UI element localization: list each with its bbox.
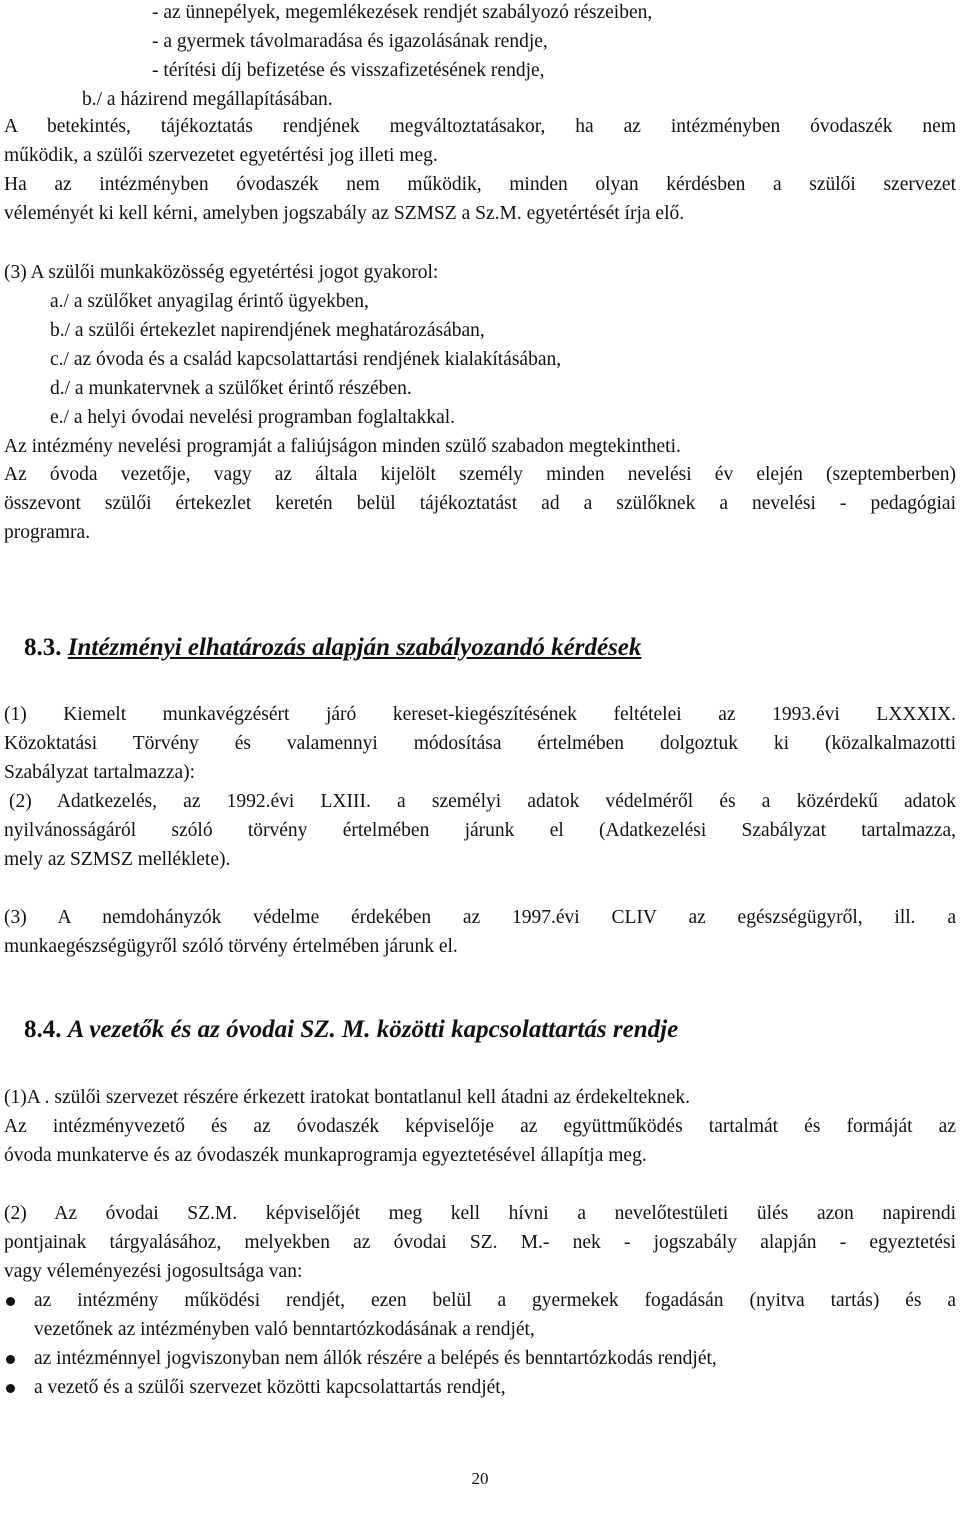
bullet-item-line: az intézménnyel jogviszonyban nem állók részére a belépés és benntartózkodás rendjét, (34, 1348, 717, 1369)
paragraph-line: Az óvoda vezetője, vagy az általa kijelölt személy minden nevelési év elején (szeptemberben) (4, 464, 956, 485)
list-line: b./ a házirend megállapításában. (82, 89, 333, 110)
section-heading (24, 633, 641, 663)
bullet-item-line: vezetőnek az intézményben való benntartózkodásának a rendjét, (34, 1319, 535, 1340)
paragraph-line: vagy véleményezési jogosultsága van: (4, 1261, 303, 1282)
paragraph-line: véleményét ki kell kérni, amelyben jogszabály az SZMSZ a Sz.M. egyetértését írja elő. (4, 203, 685, 224)
bullet-icon (6, 1297, 15, 1306)
paragraph-line: munkaegészségügyről szóló törvény értelmében járunk el. (4, 936, 458, 957)
heading-title: A vezetők és az óvodai SZ. M. közötti kapcsolattartás rendje (67, 1016, 679, 1043)
paragraph-line: mely az SZMSZ melléklete). (4, 849, 231, 870)
paragraph-line: (3) A nemdohányzók védelme érdekében az 1997.évi CLIV az egészségügyről, ill. a (4, 907, 956, 928)
page-number: 20 (471, 1469, 489, 1488)
paragraph-line: pontjainak tárgyalásához, melyekben az óvodai SZ. M.- nek - jogszabály alapján - egyeztetési (4, 1232, 956, 1253)
list-line: - az ünnepélyek, megemlékezések rendjét szabályozó részeiben, (152, 2, 653, 23)
bullet-item-line: a vezető és a szülői szervezet közötti kapcsolattartás rendjét, (34, 1377, 506, 1398)
paragraph-line: Szabályzat tartalmazza): (4, 762, 196, 783)
paragraph-line: (2) Az óvodai SZ.M. képviselőjét meg kell hívni a nevelőtestületi ülés azon napirendi (4, 1203, 956, 1224)
paragraph-line: (1) Kiemelt munkavégzésért járó kereset-kiegészítésének feltételei az 1993.évi LXXXIX. (4, 704, 956, 725)
paragraph-line: programra. (4, 522, 91, 543)
paragraph-line: Közoktatási Törvény és valamennyi módosítása értelmében dolgoztuk ki (közalkalmazotti (4, 733, 956, 754)
paragraph-line: Az intézményvezető és az óvodaszék képviselője az együttműködés tartalmát és formáját az (4, 1116, 956, 1137)
heading-title: Intézményi elhatározás alapján szabályozandó kérdések (67, 634, 642, 661)
list-item: c./ az óvoda és a család kapcsolattartási rendjének kialakításában, (50, 349, 562, 370)
list-item: b./ a szülői értekezlet napirendjének meghatározásában, (50, 320, 485, 341)
paragraph-line: A betekintés, tájékoztatás rendjének megváltoztatásakor, ha az intézményben óvodaszék nem (4, 116, 956, 137)
bullet-item-line: az intézmény működési rendjét, ezen belül a gyermekek fogadásán (nyitva tartás) és a (34, 1290, 956, 1311)
list-item: d./ a munkatervnek a szülőket érintő részében. (50, 378, 412, 399)
section-intro: (3) A szülői munkaközösség egyetértési jogot gyakorol: (4, 262, 439, 283)
list-item: e./ a helyi óvodai nevelési programban foglaltakkal. (50, 407, 456, 428)
paragraph-line: (2) Adatkezelés, az 1992.évi LXIII. a személyi adatok védelméről és a közérdekű adatok (9, 791, 956, 812)
bullet-icon (6, 1384, 15, 1393)
bullet-icon (6, 1355, 15, 1364)
paragraph-line: működik, a szülői szervezetet egyetértési jog illeti meg. (4, 145, 438, 166)
paragraph-line: nyilvánosságáról szóló törvény értelmében járunk el (Adatkezelési Szabályzat tartalmazza, (4, 820, 956, 841)
list-line: - a gyermek távolmaradása és igazolásának rendje, (152, 31, 548, 52)
paragraph-line: Az intézmény nevelési programját a faliújságon minden szülő szabadon megtekintheti. (4, 436, 681, 457)
heading-number: 8.3. (24, 634, 62, 661)
section-heading (24, 1015, 678, 1045)
list-item: a./ a szülőket anyagilag érintő ügyekben, (50, 291, 369, 312)
heading-number: 8.4. (24, 1016, 62, 1043)
paragraph-line: óvoda munkaterve és az óvodaszék munkaprogramja egyeztetésével állapítja meg. (4, 1145, 647, 1166)
paragraph-line: összevont szülői értekezlet keretén belül tájékoztatást ad a szülőknek a nevelési - pedagógiai (4, 493, 956, 514)
list-line: - térítési díj befizetése és visszafizetésének rendje, (152, 60, 545, 81)
paragraph-line: Ha az intézményben óvodaszék nem működik, minden olyan kérdésben a szülői szervezet (4, 174, 956, 195)
paragraph-line: (1)A . szülői szervezet részére érkezett iratokat bontatlanul kell átadni az érdekelteknek. (4, 1087, 690, 1108)
